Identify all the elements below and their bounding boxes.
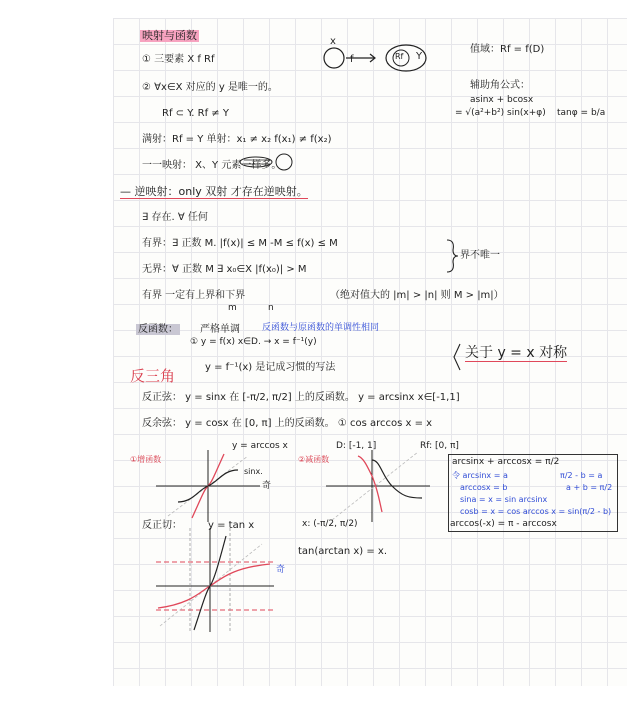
line-tan-arctan: tan(arctan x) = x. [298, 546, 388, 557]
arcsin-graph [148, 446, 268, 526]
arccos-graph [318, 446, 438, 526]
label-n-lower: n [268, 303, 274, 313]
label-arctan: 反正切： [142, 520, 182, 531]
label-y-arccos: y = arccos x [232, 441, 288, 451]
brace [445, 238, 459, 274]
note-symmetric-about-yx: 关于 y = x 对称 [465, 345, 568, 361]
line-surjective: 满射：Rf = Y 单射：x₁ ≠ x₂ f(x₁) ≠ f(x₂) [142, 134, 332, 145]
diagram-label-rf: Rf [395, 52, 404, 61]
mapping-diagram [322, 46, 442, 78]
heading-inverse-trig: 反三角 [130, 367, 176, 385]
identity-6: sina = x = sin arcsinx [460, 495, 548, 504]
line-range: 值域：Rf = f(D) [470, 44, 545, 55]
line-three-elements: ① 三要素 X f Rf [142, 54, 215, 65]
line-inverse-swap: ① y = f(x) x∈D. → x = f⁻¹(y) [190, 337, 317, 347]
heading-inverse-function: 反函数： [138, 324, 178, 335]
label-dec-fn: ②减函数 [298, 455, 330, 464]
formula-tan-phi: tanφ = b/a [557, 108, 606, 118]
line-bound-upper-lower: 有界 一定有上界和下界 [142, 290, 246, 301]
line-bijective: 一一映射： X、Y 元素一样多。 [142, 160, 282, 171]
line-bounded: 有界：∃ 正数 M. |f(x)| ≤ M -M ≤ f(x) ≤ M [142, 238, 338, 249]
line-rf-subset-y: Rf ⊂ Y. Rf ≠ Y [162, 108, 229, 119]
line-arccos: 反余弦： y = cosx 在 [0, π] 上的反函数。 ① cos arccos x = x [142, 418, 433, 429]
formula-aux-1: asinx + bcosx [470, 95, 534, 105]
line-notation-finv: y = f⁻¹(x) 是记成习惯的写法 [205, 362, 336, 373]
identity-3: π/2 - b = a [560, 471, 603, 480]
formula-aux-2: = √(a²+b²) sin(x+φ) [455, 108, 546, 118]
line-inverse-mapping: — 逆映射：only 双射 才存在逆映射。 [120, 185, 308, 198]
identity-7: cosb = x = cos arccos x = sin(π/2 - b) [460, 507, 612, 516]
label-inc-fn: ①增函数 [130, 455, 162, 464]
label-m-upper: m [228, 303, 237, 313]
note-bounded-not-unique: 界不唯一 [460, 250, 500, 261]
heading-mapping-function: 映射与函数 [142, 29, 197, 42]
note-odd: 奇 [276, 565, 286, 575]
line-abs-value-rule: （绝对值大的 |m| > |n| 则 M > |m|） [330, 290, 504, 301]
note-add-1: 奇 [262, 481, 272, 491]
label-domain: D: [-1, 1] [336, 441, 377, 451]
label-sinx: sinx. [244, 467, 263, 476]
identity-1: arcsinx + arccosx = π/2 [452, 457, 560, 467]
identity-5: a + b = π/2 [566, 483, 613, 492]
bracket [450, 342, 462, 372]
line-arcsin: 反正弦： y = sinx 在 [-π/2, π/2] 上的反函数。 y = arcsinx x∈[-1,1] [142, 392, 460, 403]
note-same-monotonicity: 反函数与原函数的单调性相同 [262, 323, 380, 333]
heading-aux-angle: 辅助角公式： [470, 80, 530, 91]
line-y-tanx: y = tan x [208, 520, 255, 531]
line-quantifiers: ∃ 存在. ∀ 任何 [142, 212, 208, 223]
note-strict-mono: 严格单调 [200, 324, 240, 335]
identity-4: arccosx = b [460, 483, 508, 492]
bijection-diagram [236, 152, 296, 172]
identity-8: arccos(-x) = π - arccosx [450, 519, 557, 529]
line-unbounded: 无界：∀ 正数 M ∃ x₀∈X |f(x₀)| > M [142, 264, 307, 275]
label-range: Rf: [0, π] [420, 441, 459, 451]
diagram-label-x: x [330, 36, 336, 47]
identity-2: 令 arcsinx = a [452, 471, 508, 480]
arctan-graph [150, 526, 280, 636]
diagram-label-y: Y [416, 51, 423, 62]
diagram-label-f: f [350, 54, 354, 65]
line-unique-image: ② ∀x∈X 对应的 y 是唯一的。 [142, 82, 278, 93]
line-tan-domain: x: (-π/2, π/2) [302, 519, 358, 529]
